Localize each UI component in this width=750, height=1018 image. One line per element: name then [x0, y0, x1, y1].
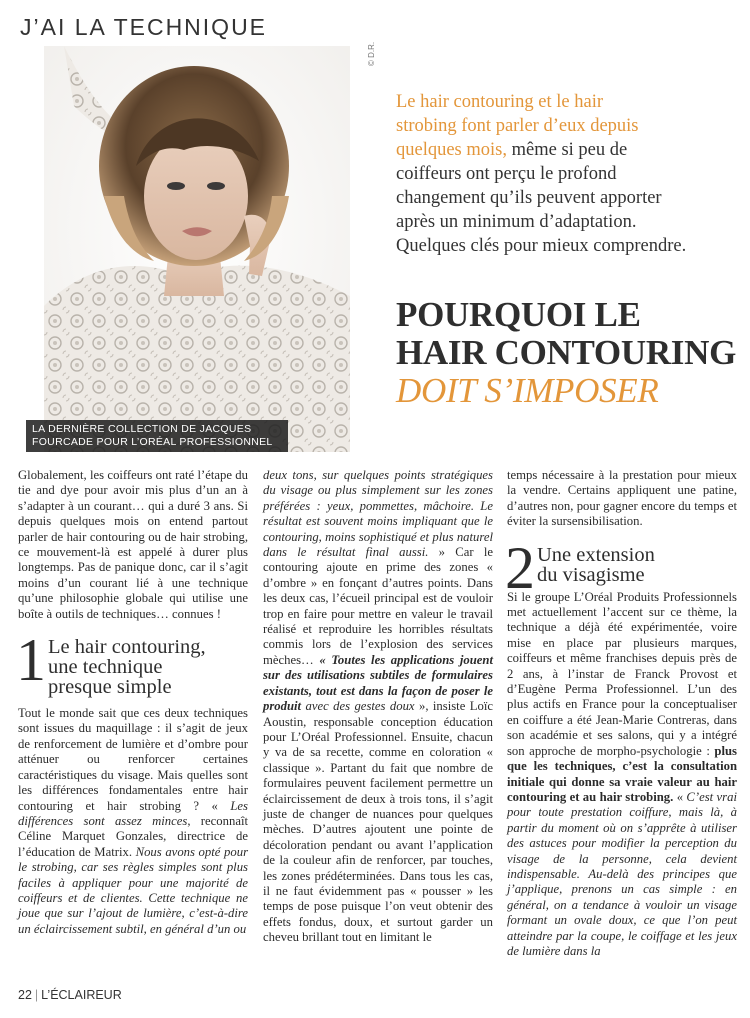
photo-credit: © D.R.	[367, 41, 376, 66]
subheading-1	[16, 627, 248, 704]
quote-run: Nous avons opté pour le strobing, car ses règles simples sont plus faciles à appliquer pour une majorité de coiffeurs et de clientes. Cette technique ne joue que sur l’ajout de lumière, c’est-à-dire un éclaircissement subtil, en général d’un ou	[18, 844, 248, 936]
subheading-line: presque simple	[48, 676, 172, 699]
photo-caption	[26, 420, 288, 452]
article-column-2	[263, 468, 493, 946]
paragraph: Globalement, les coiffeurs ont raté l’étape du tie and dye pour avoir mis plus d’un an à s’adapter à un courant… qui a duré 3 ans. Si depuis quelques mois on entend partout parler de hair contouring ou de hair strobing, ce mouvement-là est appelé à durer plus longtemps. Pas de panique donc, car il s’agit moins d’un courant lié à une technique qu’une philosophie globale qui utilise une boîte à outils de techniques… connues !	[18, 468, 248, 621]
subheading-line: Le hair contouring,	[48, 636, 206, 659]
quote-run: Les différences sont assez minces	[18, 798, 248, 828]
intro-line: strobing font parler d’eux depuis	[396, 116, 639, 136]
article-column-1	[18, 468, 248, 937]
section-label: J’AI LA TECHNIQUE	[20, 14, 268, 40]
subheading-2	[505, 534, 737, 601]
intro-line: après un minimum d’adaptation.	[396, 212, 637, 232]
paragraph	[263, 468, 493, 946]
subheading-title	[537, 545, 655, 585]
quote-run: avec des gestes doux	[301, 699, 415, 714]
intro-line: changement qu’ils peuvent apporter	[396, 188, 662, 208]
quote-run: C’est vrai pour toute prestation coiffure, mais là, à partir du moment où on s’apprête à utiliser des astuces pour modifier la perception du visage de la personne, cela devient indispensable. Au-delà des principes que j’applique, prenons un cas simple : en général, on a tendance à vouloir un visage formant un ovale doux, ce que l’on peut atteindre par la coupe, le coiffage et les jeux de lumière dans la	[507, 789, 737, 958]
footer-separator: |	[34, 988, 39, 1002]
paragraph: temps nécessaire à la prestation pour mieux la vendre. Certains appliquent une patine, d’autres non, pour gagner encore du temps et éviter la sursensibilisation.	[507, 468, 737, 529]
text-run: » Car le contouring ajoute en prime des zones « d’ombre » en fonçant d’autres points. Dans les deux cas, l’écueil principal est de vouloir trop en faire pour mettre en valeur le travail réalisé et reproduire les horribles résultats commis lors de l’explosion des services mèches…	[263, 545, 493, 667]
text-run: , reconnaît Céline Marquet Gonzales, directrice de l’éducation de Matrix.	[18, 813, 248, 859]
model-photo	[44, 46, 350, 452]
subheading-line: Une extension	[537, 543, 655, 566]
intro-text	[396, 90, 730, 258]
subheading-title	[48, 637, 206, 697]
quote-run-bold: « Toutes les applications jouent sur des utilisations subtiles de formulaires existants, tout est dans la façon de poser le produit	[263, 652, 493, 714]
page-footer	[18, 988, 122, 1002]
quote-run: deux tons, sur quelques points stratégiques du visage ou plus simplement sur les zones préférées : yeux, pommettes, mâchoire. Le résultat est souvent moins impliquant que le contouring, moins sophistiqué et plus naturel dans le résultat final aussi.	[263, 468, 493, 560]
intro-line	[396, 138, 730, 162]
text-run: », insiste Loïc Aoustin, responsable conception éducation pour L’Oréal Professionnel. Ensuite, chacun y va de sa recette, comme en coloration « classique ». Partant du fait que nombre de formulaires peuvent facilement permettre un éclaircissement de deux à trois tons, il s’agit juste de changer de nuances pour quelques mèches. D’autres ajoutent une pointe de décoloration pendant ou avant l’application de la couleur afin de renforcer, par touches, les zones prédéterminées. Dans tous les cas, il ne faut évidemment pas « pousser » les temps de pose puisque l’on veut obtenir des effets fondus, doux, et surtout garder un cheveu brillant tout en limitant le	[263, 699, 493, 945]
caption-line: LA DERNIÈRE COLLECTION DE JACQUES	[32, 423, 252, 435]
magazine-name: L’ÉCLAIREUR	[41, 988, 122, 1002]
text-run: Si le groupe L’Oréal Produits Professionnels met actuellement l’accent sur ce thème, la technique a déjà été expérimentée, voire mise en place par plusieurs marques, coiffeurs et même franchises depuis près de 2 ans, à l’instar de Franck Provost et d’Eugène Perma Professionnel. L’un des plus actifs en France pour la conceptualiser en coiffure a été Jean-Marie Contreras, dans son académie et ses salons, qui y a intégré son approche de morpho-psychologie :	[507, 589, 737, 758]
intro-text-run: même si peu de	[507, 140, 628, 160]
page-number: 22	[18, 988, 32, 1002]
headline-line: POURQUOI LE	[396, 295, 641, 334]
text-run: Tout le monde sait que ces deux techniques sont issues du maquillage : il s’agit de jeux de renforcement de lumière et d’ombre pour atténuer ou renforcer certaines caractéristiques du visage. Mais quelles sont les différences fondamentales entre hair contouring et hair strobing ? «	[18, 706, 248, 813]
subheading-number: 2	[505, 534, 535, 601]
intro-line: Le hair contouring et le hair	[396, 92, 604, 112]
intro-accent: quelques mois,	[396, 140, 507, 160]
paragraph	[18, 706, 248, 937]
caption-line: FOURCADE POUR L’ORÉAL PROFESSIONNEL	[32, 436, 273, 448]
subheading-line: une technique	[48, 656, 163, 679]
article-column-3	[507, 468, 737, 959]
subheading-number: 1	[16, 627, 46, 694]
subheading-line: du visagisme	[537, 563, 645, 586]
bold-run: plus que les techniques, c’est la consultation initiale qui donne sa vraie valeur au hair contouring et au hair strobing.	[507, 743, 737, 804]
intro-line: coiffeurs ont perçu le profond	[396, 164, 617, 184]
intro-line: Quelques clés pour mieux comprendre.	[396, 236, 687, 256]
headline-line: HAIR CONTOURING	[396, 333, 737, 372]
text-run: «	[673, 789, 687, 804]
headline	[396, 296, 736, 410]
headline-line-accent: DOIT S’IMPOSER	[396, 371, 659, 410]
paragraph	[507, 590, 737, 960]
